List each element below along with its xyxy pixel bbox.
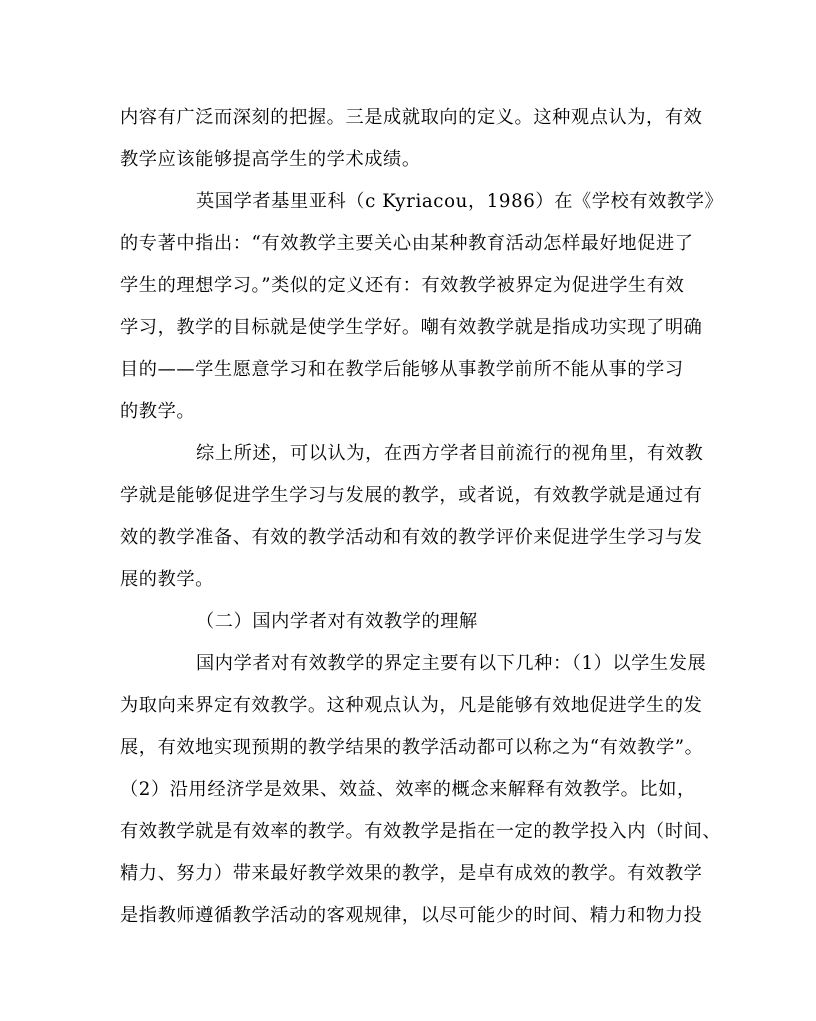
text-line: 是指教师遵循教学活动的客观规律，以尽可能少的时间、精力和物力投 <box>120 905 703 926</box>
text-line: 学生的理想学习。”类似的定义还有：有效教学被界定为促进学生有效 <box>120 275 685 296</box>
text-line: 效的教学准备、有效的教学活动和有效的教学评价来促进学生学习与发 <box>120 527 703 548</box>
paragraph-start-line: 综上所述，可以认为，在西方学者目前流行的视角里，有效教 <box>196 443 704 464</box>
paragraph-start-line: 国内学者对有效教学的界定主要有以下几种：（1）以学生发展 <box>196 653 707 674</box>
section-heading: （二）国内学者对有效教学的理解 <box>196 611 478 632</box>
paragraph-start-line: 英国学者基里亚科（c Kyriacou，1986）在《学校有效教学》 <box>196 191 724 212</box>
text-line: 精力、努力）带来最好教学效果的教学，是卓有成效的教学。有效教学 <box>120 863 703 884</box>
text-line: 展，有效地实现预期的教学结果的教学活动都可以称之为“有效教学”。 <box>120 737 704 758</box>
text-line: 的专著中指出：“有效教学主要关心由某种教育活动怎样最好地促进了 <box>120 233 694 254</box>
text-line: 学习，教学的目标就是使学生学好。嘲有效教学就是指成功实现了明确 <box>120 317 703 338</box>
text-line: 有效教学就是有效率的教学。有效教学是指在一定的教学投入内（时间、 <box>120 821 722 842</box>
text-line: （2）沿用经济学是效果、效益、效率的概念来解释有效教学。比如， <box>120 779 696 800</box>
text-line: 展的教学。 <box>120 569 214 590</box>
text-line: 内容有广泛而深刻的把握。三是成就取向的定义。这种观点认为，有效 <box>120 107 703 128</box>
text-line: 教学应该能够提高学生的学术成绩。 <box>120 149 421 170</box>
text-line: 学就是能够促进学生学习与发展的教学，或者说，有效教学就是通过有 <box>120 485 703 506</box>
text-line: 为取向来界定有效教学。这种观点认为，凡是能够有效地促进学生的发 <box>120 695 703 716</box>
text-line: 的教学。 <box>120 401 196 422</box>
text-line: 目的——学生愿意学习和在教学后能够从事教学前所不能从事的学习 <box>120 359 684 380</box>
